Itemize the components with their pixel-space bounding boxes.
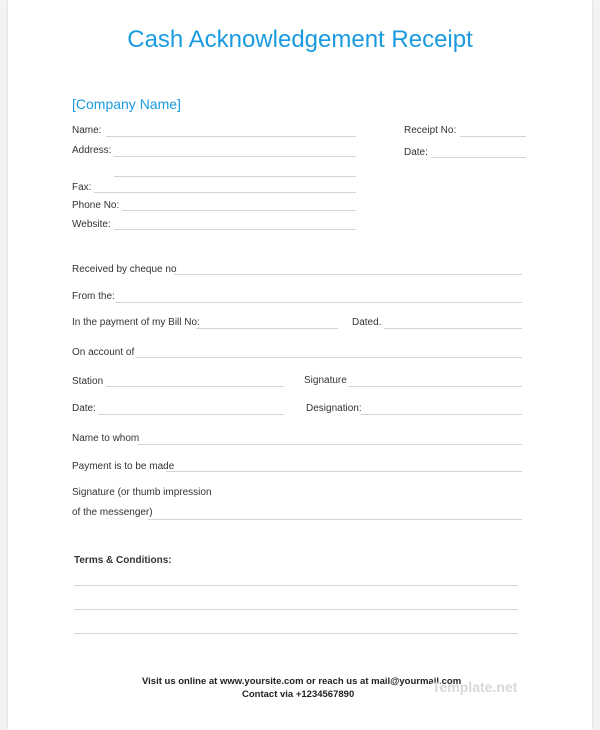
receipt-no-label: Receipt No: [404, 125, 457, 136]
phone-line[interactable] [122, 210, 356, 211]
receipt-no-line[interactable] [460, 136, 526, 137]
website-label: Website: [72, 219, 111, 230]
designation-line[interactable] [360, 414, 522, 415]
name-line[interactable] [106, 136, 356, 137]
fax-label: Fax: [72, 182, 92, 193]
from-line[interactable] [116, 302, 522, 303]
bill-line[interactable] [196, 328, 338, 329]
from-label: From the: [72, 291, 115, 302]
station-label: Station [72, 376, 104, 387]
receipt-page [8, 0, 592, 730]
terms-line-3[interactable] [74, 633, 518, 634]
cheque-line[interactable] [174, 274, 522, 275]
designation-label: Designation: [306, 403, 362, 414]
bill-label: In the payment of my Bill No: [72, 317, 200, 328]
phone-label: Phone No: [72, 200, 120, 211]
payment-label: Payment is to be made [72, 461, 175, 472]
payment-line[interactable] [166, 471, 522, 472]
date-top-line[interactable] [432, 157, 526, 158]
account-line[interactable] [136, 357, 522, 358]
date-top-label: Date: [404, 147, 428, 158]
date-label: Date: [72, 403, 96, 414]
terms-line-2[interactable] [74, 609, 518, 610]
dated-label: Dated. [352, 317, 382, 328]
company-name: [Company Name] [72, 96, 181, 112]
name-to-whom-line[interactable] [138, 444, 522, 445]
signature-thumb-label-1: Signature (or thumb impression [72, 487, 212, 498]
fax-line[interactable] [94, 192, 356, 193]
address-label: Address: [72, 145, 112, 156]
website-line[interactable] [114, 229, 356, 230]
address-line-1[interactable] [114, 156, 356, 157]
date-line[interactable] [98, 414, 284, 415]
footer-contact: Visit us online at www.yoursite.com or reach us at mail@yourmail.com [142, 676, 462, 687]
terms-line-1[interactable] [74, 585, 518, 586]
signature-line[interactable] [348, 386, 522, 387]
name-label: Name: [72, 125, 102, 136]
page-title: Cash Acknowledgement Receipt [127, 26, 473, 53]
station-line[interactable] [106, 386, 284, 387]
signature-label: Signature [304, 375, 347, 386]
account-label: On account of [72, 347, 135, 358]
signature-thumb-line[interactable] [148, 519, 522, 520]
watermark-logo: Template.net [432, 679, 518, 695]
terms-title: Terms & Conditions: [74, 555, 172, 566]
cheque-label: Received by cheque no [72, 264, 177, 275]
address-line-2[interactable] [114, 176, 356, 177]
footer-phone: Contact via +1234567890 [242, 689, 355, 700]
dated-line[interactable] [384, 328, 522, 329]
signature-thumb-label-2: of the messenger) [72, 507, 153, 518]
name-to-whom-label: Name to whom [72, 433, 140, 444]
